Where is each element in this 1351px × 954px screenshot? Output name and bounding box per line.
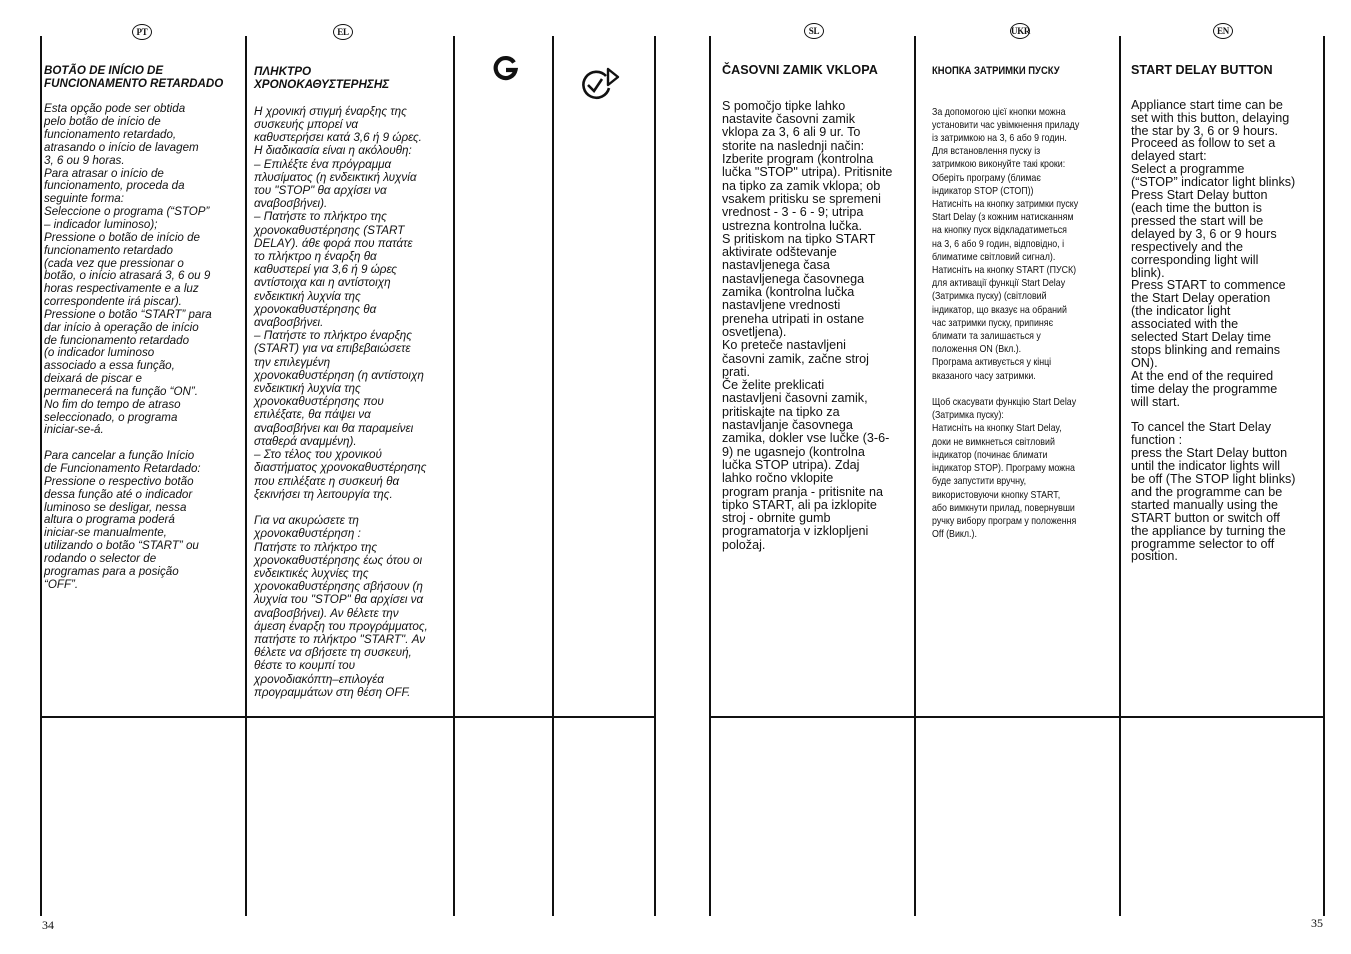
clock-play-icon (580, 66, 622, 102)
language-badge-ukr: UKR (1010, 23, 1030, 39)
language-badge-pt: PT (132, 24, 152, 40)
horizontal-rule (709, 716, 1325, 718)
section-title: ČASOVNI ZAMIK VKLOPA (722, 63, 878, 78)
column-divider (914, 36, 916, 916)
column-divider (453, 36, 455, 916)
column-divider (245, 36, 247, 916)
column-divider (1323, 36, 1325, 916)
language-badge-el: EL (333, 24, 353, 40)
page-number-right: 35 (1311, 916, 1323, 930)
page-number-left: 34 (42, 918, 54, 932)
section-ukr (932, 52, 1126, 541)
section-el (254, 52, 452, 699)
language-badge-sl: SL (804, 23, 824, 39)
column-divider (552, 36, 554, 916)
column-divider (40, 36, 42, 916)
horizontal-rule (40, 716, 656, 718)
section-body: Appliance start time can be set with this button, delaying the star by 3, 6 or 9 hours. Proceed as follow to set a delayed start: Select a programme (“STOP” indicator light blinks) Press Start Delay button (each time the button is pressed the start will be delayed by 3, 6 or 9 hours respectively and the corresponding light will blink). Press START to commence the Start Delay operation (the indicator light associated with the selected Start Delay time stops blinking and remains ON). At the end of the required time delay the programme will start. To cancel the Start Delay function : press the Start Delay button until the indicator lights will be off (The STOP light blinks) and the programme can be started manually using the START button or switch off the appliance by turning the programme selector to off position. (1131, 97, 1296, 564)
language-badge-en: EN (1213, 23, 1233, 39)
section-body: S pomočjo tipke lahko nastavite časovni zamik vklopa za 3, 6 ali 9 ur. To storite na naslednji način: Izberite program (kontrolna lučka "STOP" utripa). Pritisnite na tipko za zamik vklopa; ob vsakem pritisku se spremeni vrednost - 3 - 6 - 9; utripa ustrezna kontrolna lučka. S pritiskom na tipko START aktivirate odštevanje nastavljenega časa nastavljenega časovnega zamika (kontrolna lučka nastavljene vrednosti preneha utripati in ostane osvetljena). Ko preteče nastavljeni časovni zamik, začne stroj prati. Če želite preklicati nastavljeni časovni zamik, pritiskajte na tipko za nastavljanje časovnega zamika, dokler vse lučke (3-6- 9) ne ugasnejo (kontrolna lučka STOP utripa). Zdaj lahko ročno vklopite program pranja - pritisnite na tipko START, ali pa izklopite stroj - obrnite gumb programatorja v izklopljeni položaj. (722, 98, 893, 552)
section-title: ΠΛΗΚΤΡΟ ΧΡΟΝΟΚΑΘΥΣΤΕΡΗΣΗΣ (254, 65, 390, 92)
section-title: КНОПКА ЗАТРИМКИ ПУСКУ (932, 65, 1060, 78)
column-divider (709, 36, 711, 916)
column-divider (654, 36, 656, 916)
section-body: Esta opção pode ser obtida pelo botão de início de funcionamento retardado, atrasando o início de lavagem 3, 6 ou 9 horas. Para atrasar o início de funcionamento, proceda da seguinte forma: Seleccione o programa (“STOP” – indicador luminoso); Pressione o botão de início de funcionamento retardado (cada vez que pressionar o botão, o início atrasará 3, 6 ou 9 horas respectivamente e a luz correspondente irá piscar). Pressione o botão “START” para dar início à operação de início de funcionamento retardado (o indicador luminoso associado a essa função, deixará de piscar e permanecerá na função “ON”. No fim do tempo de atraso seleccionado, o programa iniciar-se-á. Para cancelar a função Início de Funcionamento Retardado: Pressione o respectivo botão dessa função até o indicador luminoso se desligar, nessa altura o programa poderá iniciar-se manualmente, utilizando o botão “START” ou rodando o selector de programas para a posição “OFF”. (44, 102, 212, 591)
section-title: START DELAY BUTTON (1131, 62, 1273, 77)
section-sl (722, 51, 912, 552)
section-title: BOTÃO DE INÍCIO DE FUNCIONAMENTO RETARDADO (44, 63, 224, 90)
section-en (1131, 51, 1321, 563)
g-symbol-icon (493, 55, 519, 81)
section-body: За допомогою цієї кнопки можна установити час увімкнення приладу із затримкою на 3, 6 або 9 годин. Для встановлення пуску із затримкою виконуйте такі кроки: Оберіть програму (блимає індикатор STOP (СТОП)) Натисніть на кнопку затримки пуску Start Delay (з кожним натисканням на кнопку пуск відкладатиметься на 3, 6 або 9 годин, відповідно, і блиматиме світловий сигнал). Натисніть на кнопку START (ПУСК) для активації функції Start Delay (Затримка пуску) (світловий індикатор, що вказує на обраний час затримки пуску, припиняє блимати та залишається у положення ON (Вкл.). Програма активується у кінці вказаного часу затримки. Щоб скасувати функцію Start Delay (Затримка пуску): Натисніть на кнопку Start Delay, доки не вимкнеться світловий індикатор (починає блимати індикатор STOP). Програму можна буде запустити вручну, використовуючи кнопку START, або вимкнути прилад, повернувши ручку вибору програм у положення Off (Викл.). (932, 106, 1080, 541)
section-body: Η χρονική στιγμή έναρξης της συσκευής μπορεί να καθυστερήσει κατά 3,6 ή 9 ώρες. Η διαδικασία είναι η ακόλουθη: – Επιλέξτε ένα πρόγραμμα πλυσίματος (η ενδεικτική λυχνία του "STOP" θα αρχίσει να αναβοσβήνει). – Πατήστε το πλήκτρο της χρονοκαθυστέρησης (START DELAY). άθε φορά που πατάτε το πλήκτρο η έναρξη θα καθυστερεί για 3,6 ή 9 ώρες αντίστοιχα και η αντίστοιχη ενδεικτική λυχνία της χρονοκαθυστέρησης θα αναβοσβήνει. – Πατήστε το πλήκτρο έναρξης (START) για να επιβεβαιώσετε την επιλεγμένη χρονοκαθυστέρηση (η αντίστοιχη ενδεικτική λυχνία της χρονοκαθυστέρησης που επιλέξατε, θα πάψει να αναβοσβήνει και θα παραμείνει σταθερά αναμμένη). – Στο τέλος του χρονικού διαστήματος χρονοκαθυστέρησης που επιλέξατε η συσκευή θα ξεκινήσει τη λειτουργία της. Για να ακυρώσετε τη χρονοκαθυστέρηση : Πατήστε το πλήκτρο της χρονοκαθυστέρησης έως ότου οι ενδεικτικές λυχνίες της χρονοκαθυστέρησης σβήσουν (η λυχνία του "STOP" θα αρχίσει να αναβοσβήνει). Αν θέλετε την άμεση έναρξη του προγράμματος, πατήστε το πλήκτρο "START". Αν θέλετε να σβήσετε τη συσκευή, θέστε το κουμπί του χρονοδιακόπτη–επιλογέα προγραμμάτων στη θέση OFF. (254, 104, 428, 699)
section-pt (44, 52, 244, 591)
